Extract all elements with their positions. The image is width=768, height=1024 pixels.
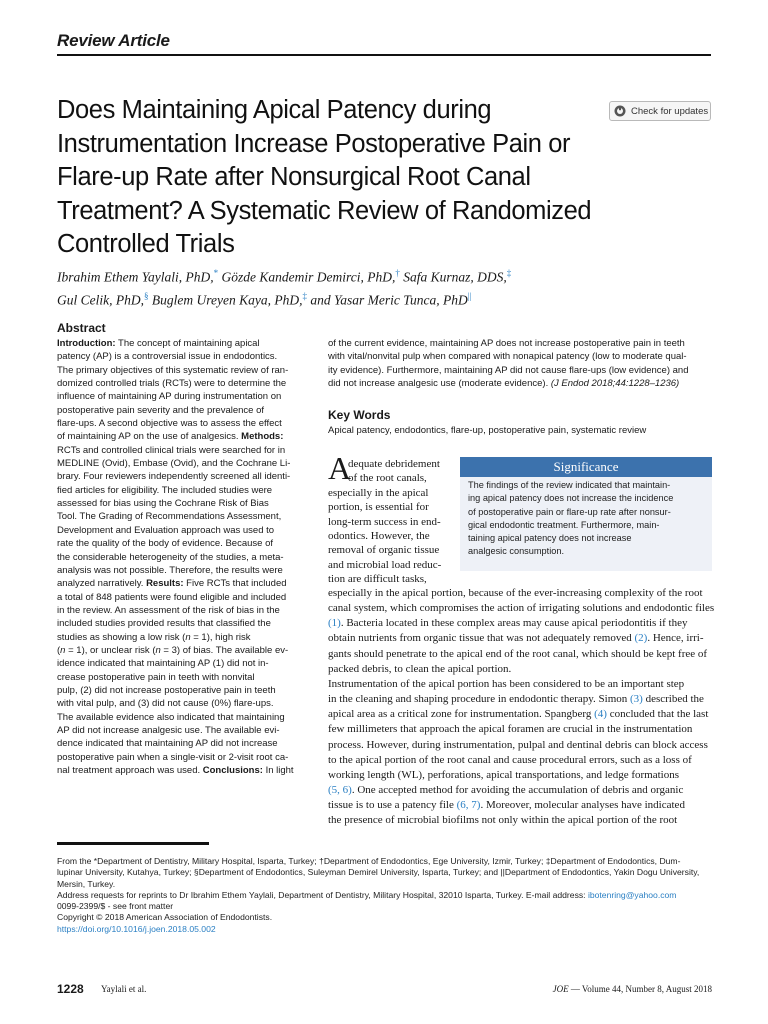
text-run: . Moreover, molecular analyses have indicated bbox=[480, 799, 685, 812]
text-run: Address requests for reprints to Dr Ibrahim Ethem Yaylali, Department of Dentistry, Military Hospital, 32010 Isparta, Turkey. E-mail address: bbox=[57, 889, 588, 900]
citation: (2) bbox=[634, 632, 648, 645]
text-run: Development and Evaluation approach was used to bbox=[57, 524, 275, 536]
abstract-line bbox=[57, 390, 307, 403]
text-run: of maintaining AP on the use of analgesics. bbox=[57, 431, 242, 443]
abstract-line bbox=[57, 644, 307, 657]
title-line: Controlled Trials bbox=[57, 230, 235, 258]
running-author: Yaylali et al. bbox=[101, 984, 147, 994]
body-line bbox=[328, 738, 712, 753]
text-run: n bbox=[60, 644, 66, 656]
abstract-line bbox=[57, 617, 307, 630]
text-run: ity evidence). Furthermore, maintaining AP did not cause flare-ups (low evidence) and bbox=[328, 364, 689, 376]
text-run: (J Endod 2018;44:1228–1236) bbox=[550, 378, 680, 390]
text-run: Methods: bbox=[241, 431, 284, 443]
abstract-line bbox=[57, 577, 307, 590]
significance-line: taining apical patency does not increase bbox=[468, 533, 632, 544]
abstract-left-column bbox=[57, 337, 307, 777]
author-name: Gul Celik, PhD, bbox=[57, 292, 144, 307]
text-run: rate the quality of the body of evidence. Because of bbox=[57, 538, 274, 550]
citation: (4) bbox=[594, 708, 607, 721]
intro-line: portion, is essential for bbox=[328, 501, 429, 514]
body-line bbox=[328, 813, 712, 828]
check-for-updates-button[interactable] bbox=[609, 101, 711, 121]
section-label: Review Article bbox=[57, 31, 170, 50]
text-run: Conclusions: bbox=[202, 765, 263, 776]
text-run: = 1), or unclear risk ( bbox=[65, 644, 156, 656]
significance-line: The findings of the review indicated that maintain- bbox=[468, 480, 671, 490]
author-name: Gözde Kandemir Demirci, PhD, bbox=[218, 269, 396, 285]
body-line bbox=[328, 662, 712, 677]
text-run: 0099-2399/$ - see front matter bbox=[57, 901, 174, 912]
text-run: n bbox=[185, 631, 191, 643]
abstract-line bbox=[57, 350, 307, 363]
text-run: Five RCTs that included bbox=[183, 578, 287, 590]
footnote-line bbox=[57, 879, 712, 890]
text-run: Instrumentation of the apical portion has been considered to be an important step bbox=[328, 677, 685, 690]
text-run: = 3) of bias. The available ev- bbox=[160, 644, 289, 656]
text-run: idence indicated that maintaining AP (1) did not in- bbox=[57, 658, 269, 670]
body-line bbox=[328, 783, 712, 798]
significance-line: of postoperative pain or flare-up rate after nonsur- bbox=[468, 506, 671, 517]
text-run: From the *Department of Dentistry, Military Hospital, Isparta, Turkey; †Department of Endodontics, Ege University, Izmir, Turkey; ‡Department of Endodontics, Dum- bbox=[57, 856, 681, 866]
text-run: studies as showing a low risk ( bbox=[57, 631, 186, 643]
author-name: Buglem Ureyen Kaya, PhD, bbox=[148, 292, 303, 307]
significance-line: analgesic consumption. bbox=[468, 546, 565, 557]
affiliation-mark: * bbox=[213, 268, 219, 278]
abstract-line bbox=[57, 377, 307, 390]
text-run: in the cleaning and shaping procedure in endodontic therapy. Simon bbox=[328, 693, 631, 706]
text-run: of the current evidence, maintaining AP does not increase postoperative pain in teeth bbox=[328, 338, 685, 349]
text-run: ( bbox=[57, 644, 61, 656]
drop-cap: A bbox=[328, 450, 352, 486]
body-line bbox=[328, 677, 712, 692]
journal-info bbox=[505, 984, 712, 994]
text-run: Mersin, Turkey. bbox=[57, 878, 116, 889]
page-number: 1228 bbox=[57, 982, 84, 996]
author-name: Safa Kurnaz, DDS, bbox=[399, 269, 507, 285]
title-line: Flare-up Rate after Nonsurgical Root Canal bbox=[57, 163, 531, 191]
title-line: Instrumentation Increase Postoperative Pain or bbox=[57, 129, 571, 158]
affiliation-mark: † bbox=[395, 268, 400, 278]
abstract-line bbox=[57, 671, 307, 684]
text-run: with vital/nonvital pulp when compared with nonapical patency (low to moderate qual- bbox=[328, 351, 687, 363]
significance-line: gical endodontic treatment. Furthermore, main- bbox=[468, 519, 660, 530]
text-run: working length (WL), perforations, apical transportations, and ledge formations bbox=[328, 768, 679, 781]
title-line: Treatment? A Systematic Review of Randomized bbox=[57, 196, 592, 225]
significance-title: Significance bbox=[460, 457, 712, 477]
text-run: canal system, which compromises the action of irrigating solutions and endodontic files bbox=[328, 602, 715, 615]
abstract-line bbox=[57, 497, 307, 510]
footnote-line bbox=[57, 856, 712, 867]
journal-abbrev: JOE bbox=[552, 984, 569, 994]
text-run: = 1), high risk bbox=[190, 631, 251, 643]
abstract-line bbox=[57, 591, 307, 604]
abstract-line bbox=[57, 551, 307, 564]
footnote-line bbox=[57, 924, 712, 935]
abstract-line bbox=[57, 751, 307, 764]
footnote-line bbox=[57, 901, 712, 912]
text-run: influence of maintaining AP during instrumentation on bbox=[57, 391, 282, 403]
text-run: packed debris, to clean the apical portion. bbox=[328, 662, 512, 675]
key-words-text: Apical patency, endodontics, flare-up, postoperative pain, systematic review bbox=[328, 425, 647, 436]
text-run: analysis was not possible. Therefore, the results were bbox=[57, 564, 283, 576]
text-run: brary. Four reviewers independently screened all identi- bbox=[57, 471, 291, 483]
text-run: concluded that the last bbox=[606, 708, 709, 721]
abstract-line bbox=[57, 337, 307, 350]
body-line bbox=[328, 768, 712, 783]
abstract-line bbox=[57, 657, 307, 670]
footnote-rule bbox=[57, 842, 209, 845]
affiliation-mark: § bbox=[144, 290, 149, 301]
abstract-line bbox=[57, 457, 307, 470]
intro-line: odontics. However, the bbox=[328, 530, 430, 543]
text-run: crease postoperative pain in teeth with nonvital bbox=[57, 671, 255, 683]
citation: (3) bbox=[630, 693, 643, 706]
author-list bbox=[57, 264, 687, 309]
abstract-line bbox=[57, 697, 307, 710]
intro-line: especially in the apical bbox=[328, 486, 429, 499]
citation: (5, 6) bbox=[328, 784, 352, 797]
author-line bbox=[57, 287, 687, 310]
body-line bbox=[328, 601, 715, 616]
body-line bbox=[328, 798, 712, 813]
abstract-line bbox=[57, 510, 307, 523]
abstract-line bbox=[57, 404, 307, 417]
abstract-line bbox=[57, 564, 307, 577]
significance-line: ing apical patency does not increase the incidence bbox=[468, 493, 674, 504]
text-run: with vital pulp, and (3) did not cause (0%) flare-ups. bbox=[57, 698, 274, 710]
intro-line: of the root canals, bbox=[348, 472, 427, 485]
text-run: Tool. The Grading of Recommendations Assessment, bbox=[57, 511, 282, 523]
title-line: Does Maintaining Apical Patency during bbox=[57, 96, 492, 124]
affiliation-mark: || bbox=[467, 290, 472, 301]
abstract-line bbox=[57, 724, 307, 737]
abstract-right-column bbox=[328, 337, 712, 390]
intro-line: and microbial load reduc- bbox=[328, 558, 442, 571]
abstract-line bbox=[57, 764, 307, 777]
text-run: . Hence, irri- bbox=[647, 632, 704, 645]
text-run: apical area as a critical zone for instrumentation. Spangberg bbox=[328, 708, 595, 721]
abstract-line bbox=[57, 444, 307, 457]
footnote-line bbox=[57, 890, 712, 901]
abstract-line bbox=[328, 377, 712, 390]
body-line bbox=[328, 647, 712, 662]
footnotes bbox=[57, 856, 712, 935]
abstract-line bbox=[57, 484, 307, 497]
text-run: few millimeters that approach the apical foramen are crucial in the instrumentation bbox=[328, 723, 693, 736]
text-run: the considerable heterogeneity of the studies, a meta- bbox=[57, 551, 284, 563]
body-text bbox=[328, 586, 715, 829]
intro-line: dequate debridement bbox=[348, 458, 440, 470]
text-run: AP did not increase analgesic use. The available evi- bbox=[57, 724, 280, 736]
abstract-line bbox=[57, 537, 307, 550]
text-run: The primary objectives of this systematic review of ran- bbox=[57, 364, 289, 376]
text-run: RCTs and controlled clinical trials were searched for in bbox=[57, 444, 286, 456]
text-run: domized controlled trials (RCTs) were to determine the bbox=[57, 378, 287, 390]
text-run: Results: bbox=[146, 578, 184, 590]
abstract-line bbox=[57, 430, 307, 443]
text-run: lupinar University, Kutahya, Turkey; §Department of Endodontics, Suleyman Demirel University, Isparta, Turkey; and ||Department of Endodontics, Yakin Dogu University, bbox=[57, 867, 700, 878]
intro-line: long-term success in end- bbox=[328, 515, 441, 528]
text-run: . Bacteria located in these complex areas may cause apical periodontitis if they bbox=[340, 617, 688, 630]
text-run: to the apical portion of the root canal and cause procedural errors, such as a loss of bbox=[328, 753, 692, 766]
text-run: obtain nutrients from organic tissue that was not adequately removed bbox=[328, 632, 635, 645]
abstract-line bbox=[328, 337, 712, 350]
abstract-line bbox=[57, 417, 307, 430]
journal-issue: — Volume 44, Number 8, August 2018 bbox=[568, 984, 712, 994]
text-run: flare-ups. A second objective was to assess the effect bbox=[57, 418, 282, 430]
footnote-line bbox=[57, 912, 712, 923]
abstract-line bbox=[328, 364, 712, 377]
text-run: analyzed narratively. bbox=[57, 578, 147, 590]
text-run: MEDLINE (Ovid), Embase (Ovid), and the Cochrane Li- bbox=[57, 458, 291, 470]
significance-box bbox=[460, 457, 712, 571]
text-run: especially in the apical portion, because of the ever-increasing complexity of the root bbox=[328, 587, 703, 599]
text-run: Introduction: bbox=[57, 338, 116, 349]
text-run: nal treatment approach was used. bbox=[57, 765, 203, 776]
abstract-line bbox=[328, 350, 712, 363]
body-line bbox=[328, 631, 712, 646]
key-words-heading: Key Words bbox=[328, 408, 391, 422]
text-run: tissue is to use a patency file bbox=[328, 799, 457, 812]
check-updates-icon bbox=[614, 105, 626, 117]
text-run: included studies provided results that classified the bbox=[57, 618, 271, 630]
text-run: process. However, during instrumentation, pulpal and dentinal debris can block access bbox=[328, 738, 708, 751]
abstract-line bbox=[57, 711, 307, 724]
text-run: In light bbox=[262, 765, 294, 776]
text-run: n bbox=[155, 644, 161, 656]
body-line bbox=[328, 707, 712, 722]
abstract-line bbox=[57, 364, 307, 377]
text-run: the presence of microbial biofilms not only within the apical portion of the root bbox=[328, 814, 678, 827]
citation: (6, 7) bbox=[456, 799, 481, 812]
text-run: patency (AP) is a controversial issue in endodontics. bbox=[57, 351, 278, 363]
body-line bbox=[328, 753, 712, 768]
text-run: in the review. An assessment of the risk of bias in the bbox=[57, 604, 280, 616]
text-run: . One accepted method for avoiding the accumulation of debris and organic bbox=[351, 784, 684, 797]
header-rule bbox=[57, 54, 711, 56]
abstract-line bbox=[57, 604, 307, 617]
abstract-heading: Abstract bbox=[57, 321, 106, 335]
article-title bbox=[57, 94, 597, 262]
text-run: The available evidence also indicated that maintaining bbox=[57, 711, 285, 723]
author-name: Ibrahim Ethem Yaylali, PhD, bbox=[57, 269, 214, 285]
text-run: Copyright © 2018 American Association of Endodontists. bbox=[57, 912, 273, 923]
footnote-line bbox=[57, 867, 712, 878]
text-run: a total of 848 patients were found eligible and included bbox=[57, 591, 287, 603]
intro-line: removal of organic tissue bbox=[328, 544, 440, 557]
body-line bbox=[328, 722, 712, 737]
text-run: gants should penetrate to the apical end of the root canal, which should be kept free of bbox=[328, 647, 708, 660]
link[interactable]: ibotenring@yahoo.com bbox=[587, 889, 677, 900]
text-run: fied articles for eligibility. The included studies were bbox=[57, 484, 273, 496]
author-name: and Yasar Meric Tunca, PhD bbox=[306, 292, 468, 307]
citation: (1) bbox=[328, 617, 341, 630]
text-run: pulp, (2) did not increase postoperative pain in teeth bbox=[57, 684, 276, 696]
text-run: did not increase analgesic use (moderate evidence). bbox=[328, 378, 551, 390]
body-line bbox=[328, 616, 712, 631]
text-run: postoperative pain when a single-visit or 2-visit root ca- bbox=[57, 751, 289, 763]
affiliation-mark: ‡ bbox=[506, 268, 512, 278]
abstract-line bbox=[57, 737, 307, 750]
significance-body bbox=[460, 477, 712, 559]
body-line bbox=[328, 692, 712, 707]
text-run: described the bbox=[642, 693, 704, 706]
abstract-line bbox=[57, 524, 307, 537]
author-line bbox=[57, 264, 687, 287]
text-run: postoperative pain severity and the prevalence of bbox=[57, 404, 265, 416]
check-updates-label: Check for updates bbox=[631, 105, 709, 117]
link[interactable]: https://doi.org/10.1016/j.joen.2018.05.002 bbox=[57, 923, 216, 934]
abstract-line bbox=[57, 631, 307, 644]
abstract-line bbox=[57, 684, 307, 697]
text-run: The concept of maintaining apical bbox=[115, 338, 260, 349]
intro-line: tion are difficult tasks, bbox=[328, 573, 427, 586]
text-run: assessed for bias using the Cochrane Risk of Bias bbox=[57, 498, 269, 510]
affiliation-mark: ‡ bbox=[302, 290, 307, 301]
text-run: dence indicated that maintaining AP did not increase bbox=[57, 738, 278, 750]
body-line bbox=[328, 586, 712, 601]
abstract-line bbox=[57, 470, 307, 483]
intro-wrap-text bbox=[328, 457, 446, 587]
